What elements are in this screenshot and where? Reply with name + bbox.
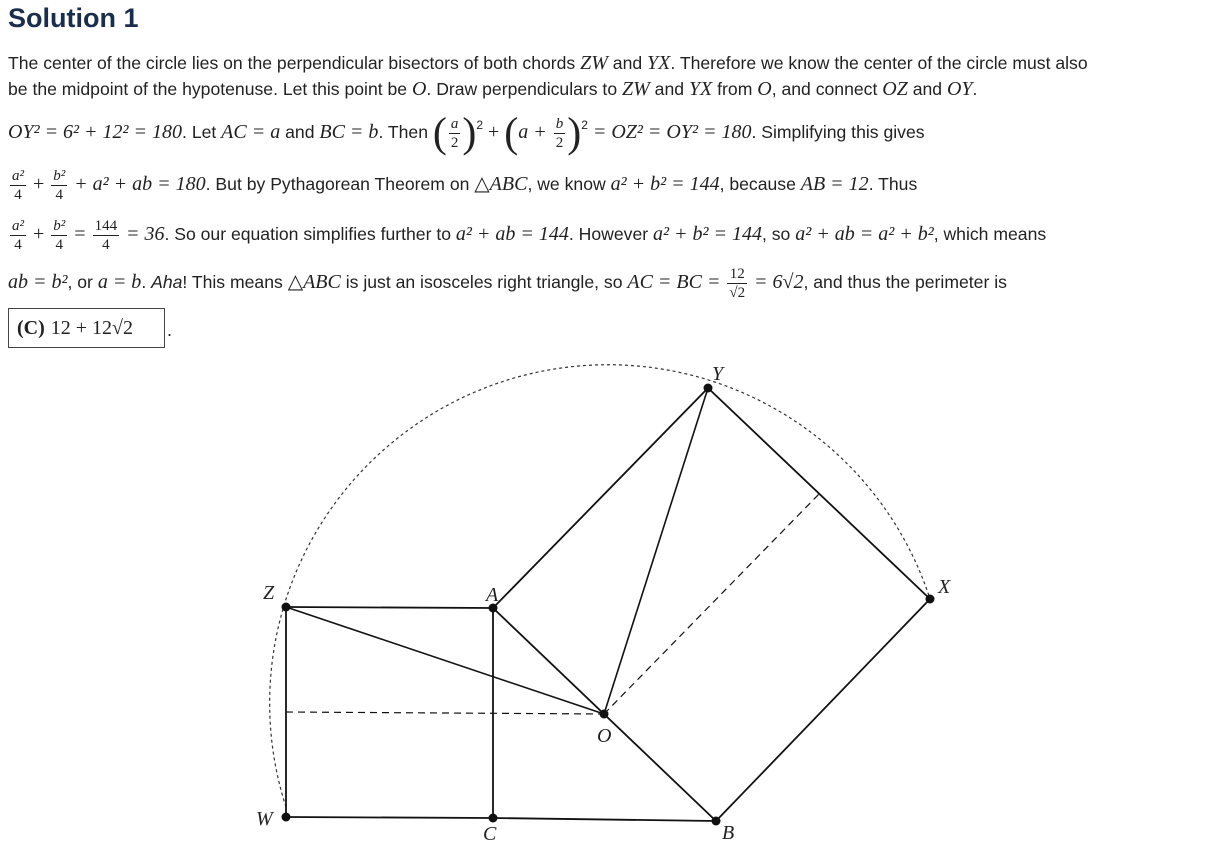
math-triangle-abc: △ABC [474, 173, 528, 195]
segment-yx [708, 388, 930, 599]
math-yx: YX [688, 78, 713, 100]
segment-za [286, 607, 493, 608]
fraction-b-over-2: $\frac{b}{2}$ [555, 115, 564, 151]
text-run: and [907, 79, 947, 99]
text-run: , and thus the perimeter is [803, 272, 1007, 292]
math-expression: a² + ab = 144 [455, 223, 569, 245]
math-oy-squared: OY² = 6² + 12² = 180 [8, 121, 183, 143]
aha-emphasis: Aha [151, 272, 183, 292]
text-run: , or [67, 272, 98, 292]
math-o: O [411, 78, 427, 100]
perpendicular-to-zw [286, 712, 604, 714]
label-w: W [256, 808, 273, 830]
segment-wc [286, 817, 493, 818]
text-run: . [972, 79, 978, 99]
text-run: and [280, 122, 320, 142]
text-run: ! This means [182, 272, 288, 292]
math-o: O [757, 78, 772, 100]
segment-cb [493, 818, 716, 821]
text-run: . Draw perpendiculars to [426, 79, 622, 99]
paragraph-line-4: $\frac{\text{a²}}{4}$ + $\frac{\text{b²}}{4}$ + a² + ab = 180. But by Pythagorean Theorem on △ABC, we know a² + b² = 144, because AB = 12. Thus [12, 167, 918, 203]
math-a-equals-b: a = b [97, 271, 142, 293]
math-6-root-2: = 6√2 [754, 271, 804, 293]
answer-period: . [167, 320, 173, 340]
fraction-b2-over-4: $\frac{\text{b²}}{4}$ [53, 167, 66, 203]
text-run: is just an isosceles right triangle, so [340, 272, 628, 292]
text-run: , because [719, 174, 801, 194]
segment-xb [716, 599, 930, 821]
text-run: from [712, 79, 758, 99]
math-expression: a² + ab = a² + b² [795, 223, 934, 245]
math-oz: OZ [882, 78, 908, 100]
text-run: be the midpoint of the hypotenuse. Let this point be [8, 79, 412, 99]
math-oy: OY [946, 78, 973, 100]
math-ab-b2: ab = b² [8, 271, 68, 293]
point-z [282, 603, 291, 612]
math-ac: AC = a [221, 121, 281, 143]
point-b [712, 817, 721, 826]
math-zw: ZW [622, 78, 650, 100]
text-run: , which means [933, 224, 1047, 244]
label-o: O [597, 725, 612, 747]
text-run: . Thus [868, 174, 918, 194]
paren-close: ) [567, 110, 582, 157]
math-expression: a² + b² = 144 [652, 223, 762, 245]
answer-label: (C) [17, 316, 45, 339]
label-z: Z [263, 582, 275, 604]
paren-open: ( [504, 110, 519, 157]
solution-heading: Solution 1 [8, 3, 139, 33]
fraction-a2-over-4: $\frac{\text{a²}}{4}$ [12, 167, 24, 203]
label-a: A [486, 584, 499, 606]
text-run: . Then [378, 122, 433, 142]
text-run: , so [761, 224, 796, 244]
math-expression: + a² + ab = 180 [74, 173, 206, 195]
math-equals-180: = OZ² = OY² = 180 [592, 121, 752, 143]
label-b: B [722, 822, 735, 844]
math-yx: YX [647, 52, 671, 74]
fraction-144-over-4: $\frac{144}{4}$ [94, 217, 118, 253]
math-triangle-abc: △ABC [287, 271, 341, 293]
segment-oy [604, 388, 708, 714]
text-run: . However [568, 224, 653, 244]
math-pythagoras: a² + b² = 144 [610, 173, 720, 195]
text-run: . Therefore we know the center of the circle must also [670, 53, 1088, 73]
math-ac-bc: AC = BC = [627, 271, 721, 293]
text-run: . [141, 272, 152, 292]
text-run: , and connect [771, 79, 883, 99]
text-run: . So our equation simplifies further to [164, 224, 456, 244]
math-equals-36: = 36 [125, 223, 165, 245]
label-x: X [938, 576, 951, 598]
math-zw: ZW [580, 52, 608, 74]
math-ab-12: AB = 12 [800, 173, 869, 195]
label-c: C [483, 823, 497, 845]
paragraph-line-3: OY² = 6² + 12² = 180. Let AC = a and BC = b. Then ( $\frac{a}{2}$ )$^2$ + (a + $\frac{b}{2}$ )$^2$ = OZ² = OY² = 180. Simplifying this gives [8, 110, 925, 157]
fraction-b2-over-4: $\frac{\text{b²}}{4}$ [53, 217, 66, 253]
paragraph-line-5: $\frac{\text{a²}}{4}$ + $\frac{\text{b²}}{4}$ = $\frac{144}{4}$ = 36. So our equation simplifies further to a² + ab = 144. However a² + b² = 144, so a² + ab = a² + b², which means [12, 217, 1047, 253]
answer-value: 12 + 12√2 [50, 316, 134, 339]
segment-zo [286, 607, 604, 714]
label-y: Y [712, 363, 724, 385]
point-o [600, 710, 609, 719]
text-run: . Simplifying this gives [751, 122, 925, 142]
paren-close: ) [462, 110, 477, 157]
fraction-12-over-sqrt2: $\frac{12}{√2}$ [729, 265, 746, 301]
point-w [282, 813, 291, 822]
paren-open: ( [432, 110, 447, 157]
fraction-a2-over-4: $\frac{\text{a²}}{4}$ [12, 217, 24, 253]
point-c [489, 814, 498, 823]
segment-ay [493, 388, 708, 608]
text-run: and [607, 53, 648, 73]
fraction-a-over-2: $\frac{a}{2}$ [450, 115, 459, 151]
text-run: , we know [527, 174, 611, 194]
math-bc: BC = b [319, 121, 379, 143]
text-run: . But by Pythagorean Theorem on [205, 174, 475, 194]
text-run: The center of the circle lies on the perpendicular bisectors of both chords [8, 53, 581, 73]
perpendicular-to-yx [604, 494, 819, 714]
point-x [926, 595, 935, 604]
text-run: . Let [182, 122, 222, 142]
text-run: and [649, 79, 689, 99]
